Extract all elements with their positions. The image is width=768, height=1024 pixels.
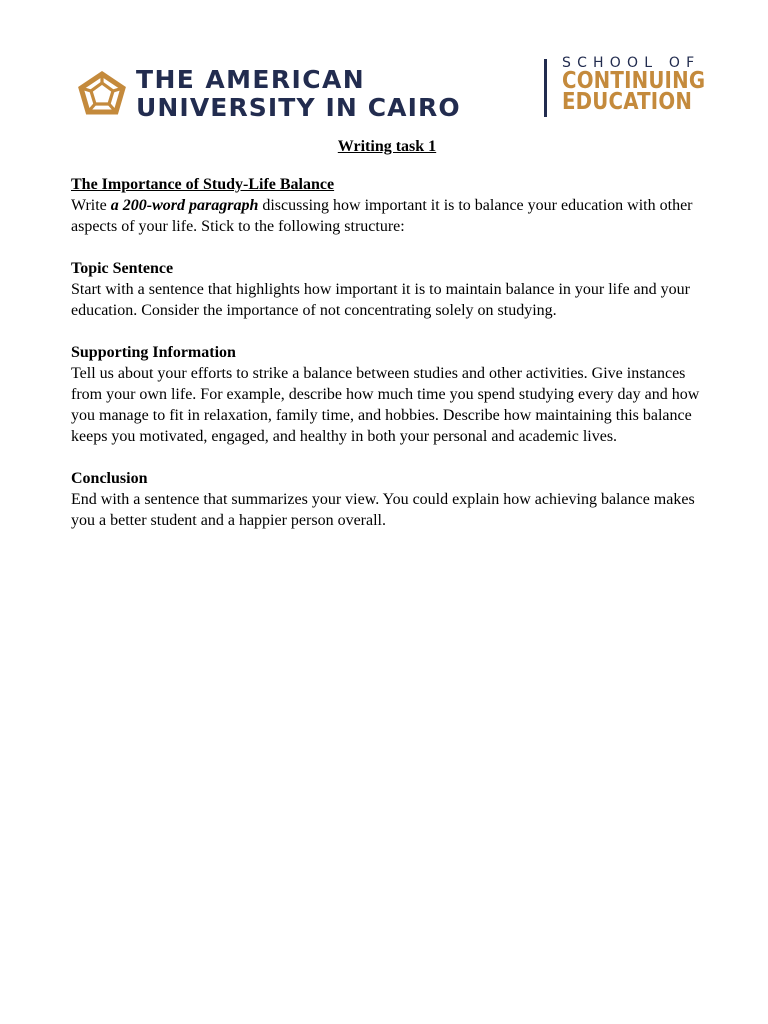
conclusion-heading: Conclusion xyxy=(71,470,148,487)
intro-text-start: Write xyxy=(71,197,111,214)
auc-emblem-icon xyxy=(76,70,128,116)
document-body xyxy=(71,136,701,552)
topic-sentence-body: Start with a sentence that highlights how important it is to maintain balance in your life and your education. Consider the importance of not concentrating solely on studying. xyxy=(71,281,690,319)
sce-wordmark xyxy=(562,56,729,113)
auc-wordmark-line1: THE AMERICAN xyxy=(136,65,366,94)
auc-wordmark xyxy=(136,66,461,122)
topic-title: The Importance of Study-Life Balance xyxy=(71,176,335,193)
supporting-information-heading: Supporting Information xyxy=(71,344,236,361)
task-title: Writing task 1 xyxy=(337,138,437,155)
sce-wordmark-line2: CONTINUING xyxy=(562,68,706,94)
sce-wordmark-line3: EDUCATION xyxy=(562,89,693,115)
supporting-information-body: Tell us about your efforts to strike a balance between studies and other activities. Give instances from your own life. For example, describe how much time you spend studying every day and how you manage to fit in relaxation, family time, and hobbies. Describe how maintaining this balance keeps you motivated, engaged, and healthy in both your personal and academic lives. xyxy=(71,365,700,445)
intro-text-end: discussing how important it is to balance your education with other aspects of your life. Stick to the following structure: xyxy=(71,197,693,235)
auc-wordmark-line2: UNIVERSITY IN CAIRO xyxy=(136,93,461,122)
topic-sentence-heading: Topic Sentence xyxy=(71,260,174,277)
letterhead xyxy=(72,56,704,120)
intro-emphasis: a 200-word paragraph xyxy=(110,197,259,214)
sce-wordmark-line1: SCHOOL OF xyxy=(562,55,701,71)
conclusion-body: End with a sentence that summarizes your view. You could explain how achieving balance makes you a better student and a happier person overall. xyxy=(71,491,695,529)
logo-divider xyxy=(544,59,547,117)
intro-paragraph xyxy=(71,195,701,237)
